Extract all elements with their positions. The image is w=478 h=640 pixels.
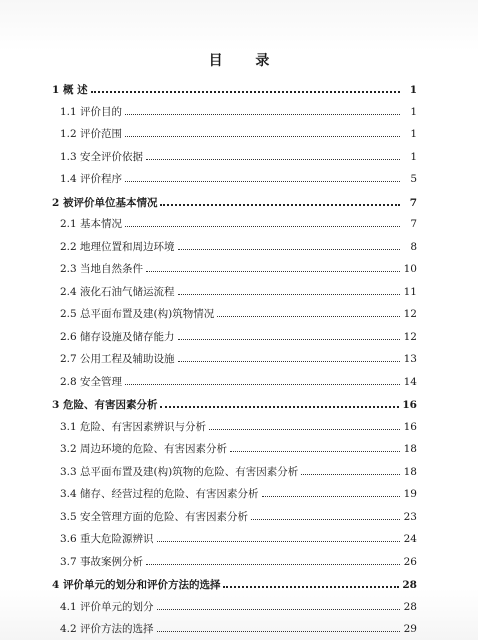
dot-leader [125, 373, 400, 385]
toc-entry-page-number: 8 [410, 240, 417, 253]
dot-leader [146, 148, 400, 160]
toc-entry-label: 3.3 总平面布置及建(构)筑物的危险、有害因素分析 [60, 465, 299, 478]
toc-entry-page-number: 16 [402, 399, 417, 411]
dot-leader [262, 485, 400, 497]
toc-entry [0, 395, 417, 411]
dot-leader [217, 305, 400, 317]
dot-leader [160, 395, 399, 408]
dot-leader [178, 350, 400, 362]
dot-leader [146, 260, 400, 272]
toc-entry-label: 3.4 储存、经营过程的危险、有害因素分析 [60, 488, 259, 500]
toc-title: 目 录 [208, 53, 284, 69]
toc-entry-label: 3.6 重大危险源辨识 [60, 533, 154, 545]
dot-leader [160, 193, 400, 206]
toc-entry [0, 598, 417, 614]
toc-entry-page-number: 26 [403, 555, 417, 568]
toc-entry-label: 2.5 总平面布置及建(构)筑物情况 [60, 308, 215, 320]
toc-entry-page-number: 11 [403, 285, 417, 298]
toc-entry-page-number: 7 [410, 218, 417, 230]
toc-entry-page-number: 28 [403, 600, 417, 613]
toc-entry [0, 328, 417, 344]
dot-leader [301, 463, 400, 475]
dot-leader [223, 575, 399, 588]
toc-entry-label: 1.2 评价范围 [60, 128, 123, 140]
dot-leader [251, 508, 400, 520]
toc-entry-page-number: 18 [403, 443, 417, 455]
dot-leader [230, 440, 400, 452]
toc-entry [0, 125, 417, 141]
toc-entry-label: 3.7 事故案例分析 [60, 555, 144, 568]
dot-leader [157, 620, 400, 632]
toc-entry-label: 3.5 安全管理方面的危险、有害因素分析 [60, 510, 249, 523]
dot-leader [178, 283, 400, 295]
toc-entry [0, 553, 417, 569]
toc-entry [0, 350, 417, 366]
toc-entry [0, 418, 417, 434]
toc-entry [0, 485, 417, 501]
toc-entry-page-number: 1 [409, 84, 417, 96]
toc-entry-label: 2.2 地理位置和周边环境 [60, 240, 175, 253]
toc-entry-label: 1 概 述 [52, 84, 88, 96]
toc-entry-page-number: 16 [403, 420, 417, 433]
toc-entry [0, 238, 417, 254]
toc-entry-page-number: 1 [410, 128, 417, 140]
toc-entry [0, 80, 417, 96]
dot-leader [125, 103, 400, 115]
toc-entry-page-number: 12 [403, 330, 417, 343]
dot-leader [209, 418, 400, 430]
toc-entry-page-number: 23 [403, 510, 417, 523]
toc-entry [0, 260, 417, 276]
toc-entry [0, 373, 417, 389]
toc-entry-page-number: 24 [403, 533, 417, 545]
toc-entry-page-number: 19 [403, 488, 417, 500]
toc-entry-page-number: 1 [410, 150, 417, 163]
toc-entry-page-number: 1 [410, 105, 417, 118]
dot-leader [125, 170, 400, 182]
dot-leader [157, 530, 400, 542]
toc-entry-label: 4 评价单元的划分和评价方法的选择 [52, 579, 221, 591]
toc-entry-page-number: 7 [409, 196, 417, 209]
toc-entry [0, 283, 417, 299]
toc-entry-page-number: 14 [403, 375, 417, 388]
toc-entry-page-number: 12 [403, 308, 417, 320]
toc-entry-label: 3 危险、有害因素分析 [52, 399, 158, 411]
toc-entry-page-number: 5 [410, 173, 417, 185]
toc-entry [0, 530, 417, 546]
dot-leader [91, 80, 400, 93]
toc-entry-label: 4.2 评价方法的选择 [60, 623, 154, 635]
toc-entry [0, 148, 417, 164]
toc-entry-label: 2.4 液化石油气储运流程 [60, 285, 175, 298]
toc-entry-page-number: 18 [403, 465, 417, 478]
toc-entry-label: 3.2 周边环境的危险、有害因素分析 [60, 443, 228, 455]
toc-entry-page-number: 13 [403, 353, 417, 365]
toc-entry [0, 463, 417, 479]
toc-entry [0, 440, 417, 456]
toc-entry-label: 2.1 基本情况 [60, 218, 123, 230]
toc-entry-label: 2.8 安全管理 [60, 375, 123, 388]
toc-entry-label: 2.6 储存设施及储存能力 [60, 330, 175, 343]
toc-entry-page-number: 10 [403, 263, 417, 275]
toc-entry-label: 3.1 危险、有害因素辨识与分析 [60, 420, 207, 433]
toc-entry-label: 2.3 当地自然条件 [60, 263, 144, 275]
toc-entry [0, 575, 417, 591]
toc-entry-label: 4.1 评价单元的划分 [60, 600, 154, 613]
toc-entry-label: 2 被评价单位基本情况 [52, 196, 158, 209]
toc-entry [0, 620, 417, 636]
toc-entry [0, 215, 417, 231]
toc-entry-label: 1.4 评价程序 [60, 173, 123, 185]
toc-entry-label: 2.7 公用工程及辅助设施 [60, 353, 175, 365]
dot-leader [178, 328, 400, 340]
toc-entry-label: 1.3 安全评价依据 [60, 150, 144, 163]
toc-entry-page-number: 28 [402, 579, 417, 591]
toc-entry-page-number: 29 [403, 623, 417, 635]
toc-entry-label: 1.1 评价目的 [60, 105, 123, 118]
dot-leader [157, 598, 400, 610]
toc-entry [0, 305, 417, 321]
toc-entry [0, 170, 417, 186]
toc-entry [0, 103, 417, 119]
dot-leader [125, 125, 400, 137]
dot-leader [146, 553, 400, 565]
toc-entry [0, 508, 417, 524]
dot-leader [178, 238, 400, 250]
toc-entry [0, 193, 417, 209]
dot-leader [125, 215, 400, 227]
